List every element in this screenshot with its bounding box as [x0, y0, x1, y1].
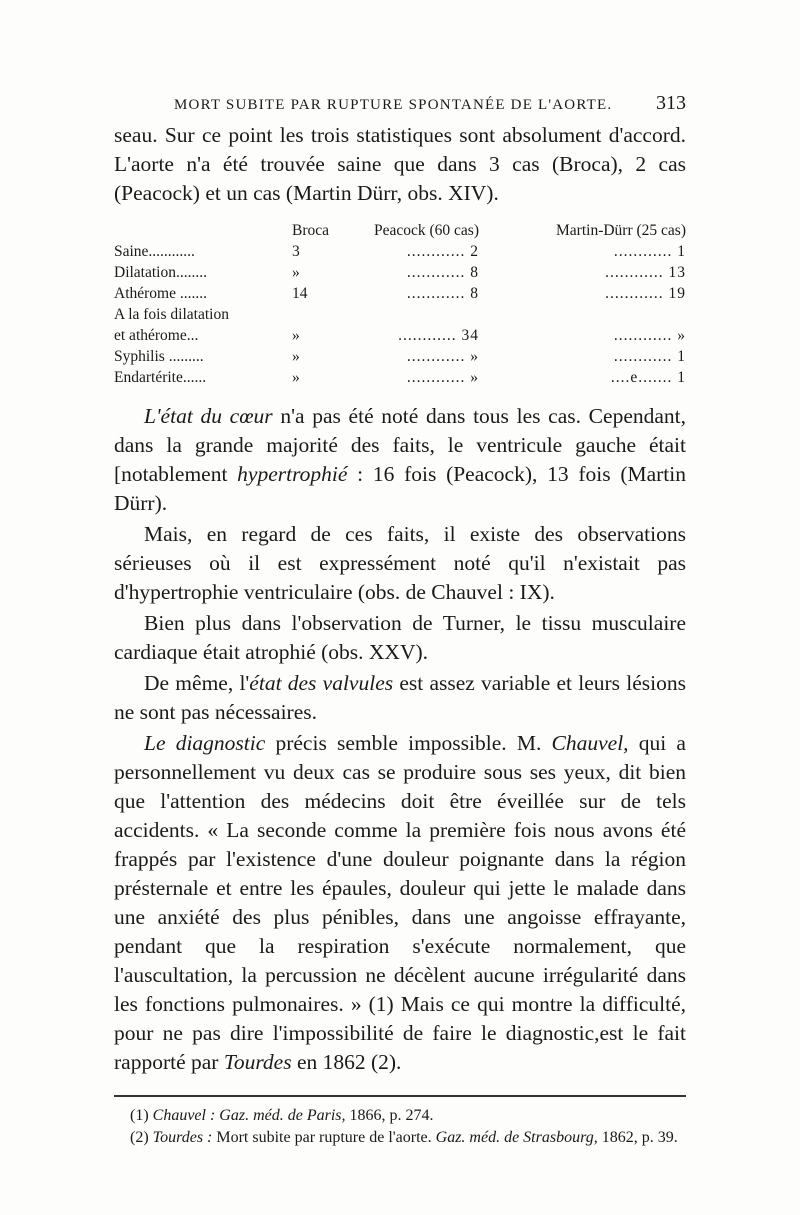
footnote-text: Mort subite par rupture de l'aorte.: [212, 1129, 436, 1146]
cell-martin-durr: ....e....... 1: [610, 369, 686, 386]
citation-text: Tourdes :: [152, 1129, 213, 1146]
cell-broca: »: [292, 327, 300, 344]
cell-peacock: [329, 304, 479, 325]
running-head-title: MORT SUBITE PAR RUPTURE SPONTANÉE DE L'AORTE.: [174, 97, 613, 113]
cell-peacock: ............ 34: [398, 327, 480, 344]
table-row: [114, 304, 686, 325]
lead-phrase: L'état du cœur: [144, 404, 273, 428]
row-label: Syphilis .........: [114, 348, 204, 365]
cell-broca: 3: [292, 243, 300, 260]
paragraph-text: De même, l': [144, 671, 250, 695]
table-row: [114, 325, 686, 346]
cell-broca: [292, 304, 329, 325]
cell-martin-durr: ............ 13: [605, 264, 686, 281]
table-header-row: [114, 220, 686, 241]
header-peacock: Peacock (60 cas): [374, 222, 480, 239]
paragraph-valvules: [114, 669, 686, 727]
emphasis-text: Tourdes: [223, 1050, 292, 1074]
row-label: Athérome .......: [114, 285, 207, 302]
row-label: Endartérite......: [114, 369, 207, 386]
row-label: Saine............: [114, 243, 195, 260]
table-row: [114, 367, 686, 388]
paragraph-observations: Mais, en regard de ces faits, il existe des observations sérieuses où il est expressément noté qu'il n'existait pas d'hypertrophie ventriculaire (obs. de Chauvel : IX).: [114, 522, 686, 604]
footnote-text: 1866, p. 274.: [345, 1107, 434, 1124]
emphasis-text: Chauvel,: [551, 731, 629, 755]
row-label: Dilatation........: [114, 264, 207, 281]
cell-martin-durr: ............ 1: [613, 348, 686, 365]
row-label: A la fois dilatation: [114, 306, 229, 323]
table-row: [114, 346, 686, 367]
table-row: [114, 262, 686, 283]
footnote-text: 1862, p. 39.: [597, 1129, 678, 1146]
paragraph-text: qui a personnellement vu deux cas se produire sous ses yeux, dit bien que l'attention des médecins doit être éveillée sur de tels accidents. « La seconde comme la première fois nous avons été frappés par l'existence d'une douleur poignante dans la région présternale et entre les épaules, douleur qui jette le malade dans une anxiété des plus pénibles, dans une angoisse effrayante, pendant que la respiration s'exécute normalement, que l'auscultation, la percussion ne décèlent aucune irrégularité dans les fonctions pulmonaires. » (1) Mais ce qui montre la difficulté, pour ne pas dire l'impossibilité de faire le diagnostic,est le fait rapporté par: [114, 731, 686, 1074]
cell-broca: 14: [292, 285, 308, 302]
cell-martin-durr: [479, 304, 686, 325]
lead-phrase: Le diagnostic: [144, 731, 266, 755]
header-martin-durr: Martin-Dürr (25 cas): [556, 222, 686, 239]
paragraph-etat-du-coeur: [114, 402, 686, 518]
paragraph-text: en 1862 (2).: [291, 1050, 402, 1074]
cell-broca: »: [292, 264, 300, 281]
paragraph-text: précis semble impossible. M.: [265, 731, 552, 755]
row-label: et athérome...: [114, 327, 199, 344]
footnote-1: [114, 1105, 686, 1127]
page-number: 313: [656, 92, 686, 114]
footnote-2: [114, 1127, 686, 1149]
intro-paragraph: seau. Sur ce point les trois statistiques sont absolument d'accord. L'aorte n'a été trouvée saine que dans 3 cas (Broca), 2 cas (Peacock) et un cas (Martin Dürr, obs. XIV).: [114, 123, 686, 205]
paragraph-text: n'a pas été noté dans tous les cas. Cependant, dans la grande majorité des faits, le ventricule gauche était [notablement: [114, 404, 686, 486]
citation-text: Gaz. méd. de Strasbourg,: [435, 1129, 598, 1146]
cell-broca: »: [292, 369, 300, 386]
emphasis-text: état des valvules: [249, 671, 394, 695]
paragraph-turner: Bien plus dans l'observation de Turner, le tissu musculaire cardiaque était atrophié (obs. XXV).: [114, 611, 686, 664]
footnote-marker: (1): [130, 1107, 153, 1124]
table-row: [114, 283, 686, 304]
cell-martin-durr: ............ 19: [605, 285, 686, 302]
cell-martin-durr: ............ »: [613, 327, 686, 344]
cell-broca: »: [292, 348, 300, 365]
paragraph-text: est assez variable et leurs lésions ne sont pas nécessaires.: [114, 671, 687, 724]
cell-peacock: ............ »: [406, 348, 480, 365]
cell-peacock: ............ 8: [406, 264, 480, 281]
emphasis-text: hypertrophié: [237, 462, 348, 486]
cell-peacock: ............ »: [406, 369, 480, 386]
running-head: [174, 92, 686, 115]
paragraph-diagnostic: [114, 729, 686, 1077]
statistics-table: [114, 220, 686, 388]
book-page: [114, 92, 686, 1149]
cell-martin-durr: ............ 1: [613, 243, 686, 260]
paragraph-text: : 16 fois (Peacock), 13 fois (Martin Dürr).: [114, 462, 686, 515]
table-row: [114, 241, 686, 262]
footnotes: [114, 1095, 686, 1149]
cell-peacock: ............ 2: [406, 243, 480, 260]
citation-text: Chauvel : Gaz. méd. de Paris,: [152, 1107, 346, 1124]
cell-peacock: ............ 8: [406, 285, 480, 302]
footnote-marker: (2): [130, 1129, 153, 1146]
header-broca: Broca: [292, 222, 330, 239]
